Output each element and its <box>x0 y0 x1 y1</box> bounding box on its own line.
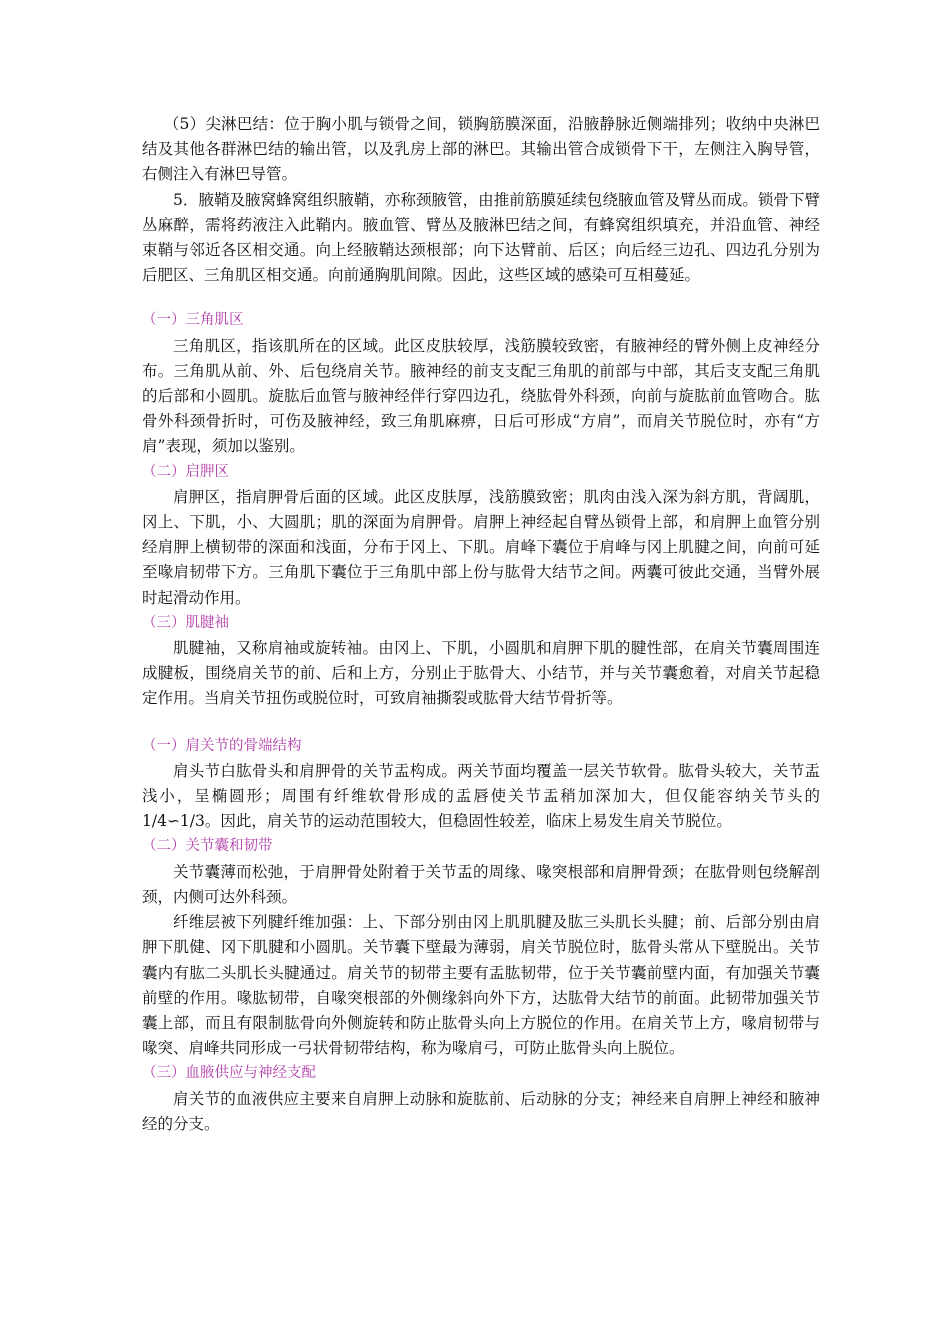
heading-scapular-region: （二）启胛区 <box>142 463 229 480</box>
paragraph-fibrous-layer: 纤维层被下列腱纤维加强：上、下部分别由冈上肌肌腱及肱三头肌长头腱；前、后部分别由肩胛下肌健、冈下肌腱和小圆肌。关节囊下壁最为薄弱，肩关节脱位时，肱骨头常从下壁脱出。关节囊内有肱二头肌长头腱通过。肩关节的韧带主要有盂肱韧带，位于关节囊前壁内面，有加强关节囊前壁的作用。喙肱韧带，自喙突根部的外侧缘斜向外下方，达肱骨大结节的前面。此韧带加强关节囊上部，而且有限制肱骨向外侧旋转和防止肱骨头向上方脱位的作用。在肩关节上方，喙肩韧带与喙突、肩峰共同形成一弓状骨韧带结构，称为喙肩弓，可防止肱骨头向上脱位。 <box>142 913 820 1058</box>
paragraph-bony-structure: 肩头节白肱骨头和肩胛骨的关节盂构成。两关节面均覆盖一层关节软骨。肱骨头较大，关节盂浅小，呈椭圆形；周围有纤维软骨形成的盂唇使关节盂稍加深加大，但仅能容纳关节头的1/4∽1/3。因此，肩关节的运动范围较大，但稳固性较差，临床上易发生肩关节脱位。 <box>142 761 820 831</box>
paragraph-capsule: 关节囊薄而松弛，于肩胛骨处附着于关节盂的周缘、喙突根部和肩胛骨颈；在肱骨则包绕解剖颈，内侧可达外科颈。 <box>142 862 820 906</box>
heading-bony-structure: （一）肩关节的骨端结构 <box>142 737 302 754</box>
heading-deltoid-region: （一）三角肌区 <box>142 312 244 329</box>
paragraph-blood-nerve-supply: 肩关节的血液供应主要来自肩胛上动脉和旋肱前、后动脉的分支；神经来自肩胛上神经和腋神经的分支。 <box>142 1089 820 1133</box>
paragraph-scapular-region: 肩胛区，指肩胛骨后面的区域。此区皮肤厚，浅筋膜致密；肌肉由浅入深为斜方肌，背阔肌，冈上、下肌，小、大圆肌；肌的深面为肩胛骨。肩胛上神经起自臂丛锁骨上部，和肩胛上血管分别经肩胛上横韧带的深面和浅面，分布于冈上、下肌。肩峰下囊位于肩峰与冈上肌腱之间，向前可延至喙肩韧带下方。三角肌下囊位于三角肌中部上份与肱骨大结节之间。两囊可彼此交通，当臂外展时起滑动作用。 <box>142 487 820 607</box>
paragraph-axillary-sheath: 5．腋鞘及腋窝蜂窝组织腋鞘，亦称颈腋管，由推前筋膜延续包绕腋血管及臂丛而成。锁骨下臂丛麻醉，需将药液注入此鞘内。腋血管、臂丛及腋淋巴结之间，有蜂窝组织填充，并沿血管、神经束鞘与邻近各区相交通。向上经腋鞘达颈根部；向下达臂前、后区；向后经三边孔、四边孔分别为后肥区、三角肌区相交通。向前通胸肌间隙。因此，这些区域的感染可互相蔓延。 <box>142 190 820 285</box>
heading-rotator-cuff: （三）肌腱袖 <box>142 614 229 631</box>
heading-blood-nerve-supply: （三）血腋供应与神经支配 <box>142 1065 316 1082</box>
document-page <box>142 112 820 1137</box>
paragraph-rotator-cuff: 肌腱袖，又称肩袖或旋转袖。由冈上、下肌，小圆肌和肩胛下肌的腱性部，在肩关节囊周围连成腱板，围绕肩关节的前、后和上方，分别止于肱骨大、小结节，并与关节囊愈着，对肩关节起稳定作用。当肩关节扭伤或脱位时，可致肩袖撕裂或肱骨大结节骨折等。 <box>142 639 820 708</box>
section-gap <box>142 712 820 734</box>
heading-capsule-ligaments: （二）关节囊和韧带 <box>142 838 273 855</box>
paragraph-apical-lymph-nodes: （5）尖淋巴结：位于胸小肌与锁骨之间，锁胸筋膜深面，沿腋静脉近侧端排列；收纳中央淋巴结及其他各群淋巴结的输出管，以及乳房上部的淋巴。其输出管合成锁骨下干，左侧注入胸导管，右侧注入有淋巴导管。 <box>142 115 820 184</box>
section-gap <box>142 288 820 308</box>
paragraph-deltoid-region: 三角肌区，指该肌所在的区域。此区皮肤较厚，浅筋膜较致密，有腋神经的臂外侧上皮神经分布。三角肌从前、外、后包绕肩关节。腋神经的前支支配三角肌的前部与中部，其后支支配三角肌的后部和小圆肌。旋肱后血管与腋神经伴行穿四边孔，绕肱骨外科颈，向前与旋肱前血管吻合。肱骨外科颈骨折时，可伤及腋神经，致三角肌麻痹，日后可形成“方肩”，而肩关节脱位时，亦有“方肩”表现，须加以鉴别。 <box>142 336 820 456</box>
